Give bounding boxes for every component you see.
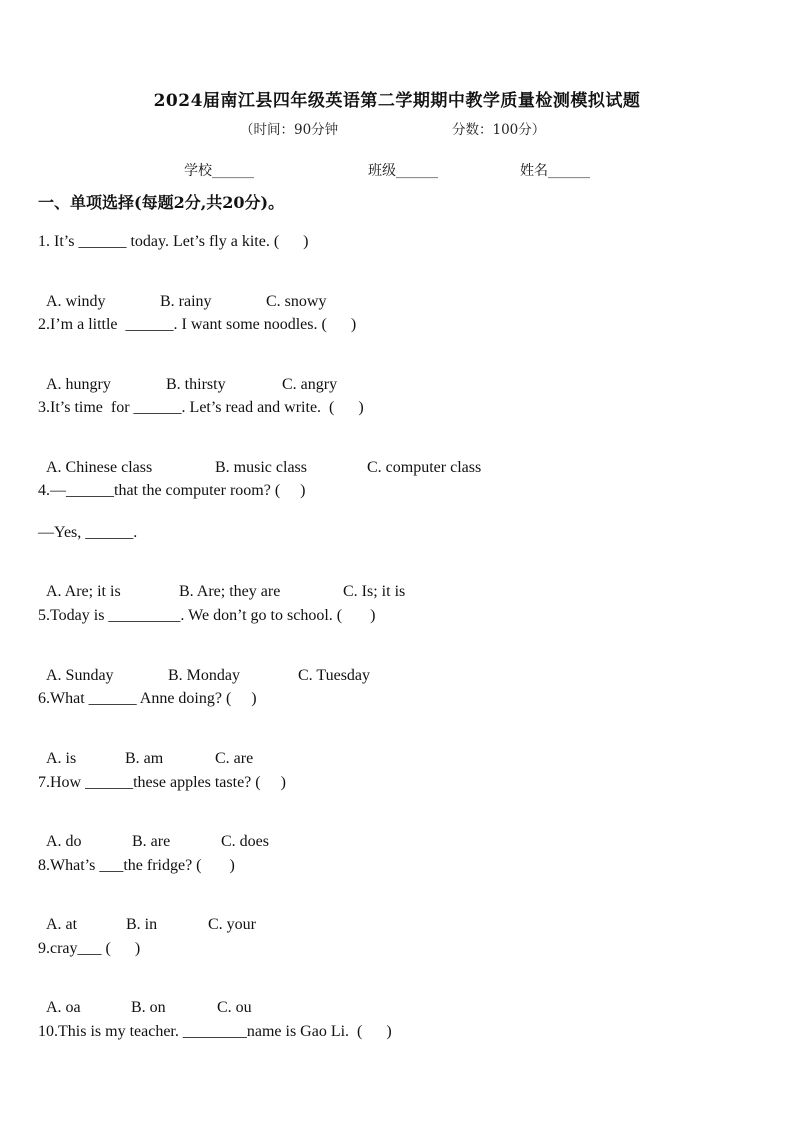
option-c[interactable]: C. Is; it is xyxy=(343,583,406,600)
section-heading: 一、单项选择(每题2分,共20分)。 xyxy=(38,193,285,212)
school-field[interactable]: 学校______ xyxy=(184,163,254,179)
question-1: 1. It’s ______ today. Let’s fly a kite. ( ) xyxy=(38,233,309,250)
question-9: 9.cray___ ( ) xyxy=(38,940,141,957)
question-4-answer-line: —Yes, ______. xyxy=(38,524,138,541)
option-c[interactable]: C. ou xyxy=(217,999,252,1016)
option-b[interactable]: B. on xyxy=(131,999,166,1016)
option-a[interactable]: A. Chinese class xyxy=(46,459,153,476)
options-9 xyxy=(38,981,252,1017)
option-b[interactable]: B. in xyxy=(126,916,158,933)
option-b[interactable]: B. Monday xyxy=(168,667,240,684)
option-a[interactable]: A. hungry xyxy=(46,376,111,393)
option-c[interactable]: C. computer class xyxy=(367,459,482,476)
option-a[interactable]: A. at xyxy=(46,916,78,933)
page-title: 2024届南江县四年级英语第二学期期中教学质量检测模拟试题 xyxy=(153,91,641,111)
options-7 xyxy=(38,815,269,851)
options-5 xyxy=(38,649,370,685)
option-a[interactable]: A. windy xyxy=(46,293,106,310)
option-c[interactable]: C. snowy xyxy=(266,293,327,310)
option-a[interactable]: A. is xyxy=(46,750,77,767)
options-8 xyxy=(38,898,256,934)
option-c[interactable]: C. angry xyxy=(282,376,338,393)
option-b[interactable]: B. music class xyxy=(215,459,307,476)
option-c[interactable]: C. are xyxy=(215,750,254,767)
class-field[interactable]: 班级______ xyxy=(368,163,438,179)
options-1 xyxy=(38,275,326,311)
question-10: 10.This is my teacher. ________name is Gao Li. ( ) xyxy=(38,1023,392,1040)
options-4 xyxy=(38,565,405,601)
option-b[interactable]: B. rainy xyxy=(160,293,212,310)
question-3: 3.It’s time for ______. Let’s read and write. ( ) xyxy=(38,399,364,416)
option-a[interactable]: A. Sunday xyxy=(46,667,114,684)
option-c[interactable]: C. your xyxy=(208,916,256,933)
option-b[interactable]: B. am xyxy=(125,750,164,767)
question-4: 4.—______that the computer room? ( ) xyxy=(38,482,306,499)
exam-time: （时间：90分钟 xyxy=(240,122,339,138)
option-a[interactable]: A. do xyxy=(46,833,82,850)
option-c[interactable]: C. Tuesday xyxy=(298,667,371,684)
question-5: 5.Today is _________. We don’t go to school. ( ) xyxy=(38,607,376,624)
question-7: 7.How ______these apples taste? ( ) xyxy=(38,774,286,791)
option-a[interactable]: A. oa xyxy=(46,999,81,1016)
option-b[interactable]: B. are xyxy=(132,833,171,850)
options-3 xyxy=(38,441,481,477)
exam-score: 分数：100分） xyxy=(452,122,546,138)
option-a[interactable]: A. Are; it is xyxy=(46,583,121,600)
question-2: 2.I’m a little ______. I want some noodles. ( ) xyxy=(38,316,357,333)
option-b[interactable]: B. Are; they are xyxy=(179,583,281,600)
options-6 xyxy=(38,732,253,768)
question-8: 8.What’s ___the fridge? ( ) xyxy=(38,857,235,874)
options-2 xyxy=(38,358,337,394)
option-b[interactable]: B. thirsty xyxy=(166,376,226,393)
question-6: 6.What ______ Anne doing? ( ) xyxy=(38,690,257,707)
name-field[interactable]: 姓名______ xyxy=(520,163,590,179)
option-c[interactable]: C. does xyxy=(221,833,269,850)
